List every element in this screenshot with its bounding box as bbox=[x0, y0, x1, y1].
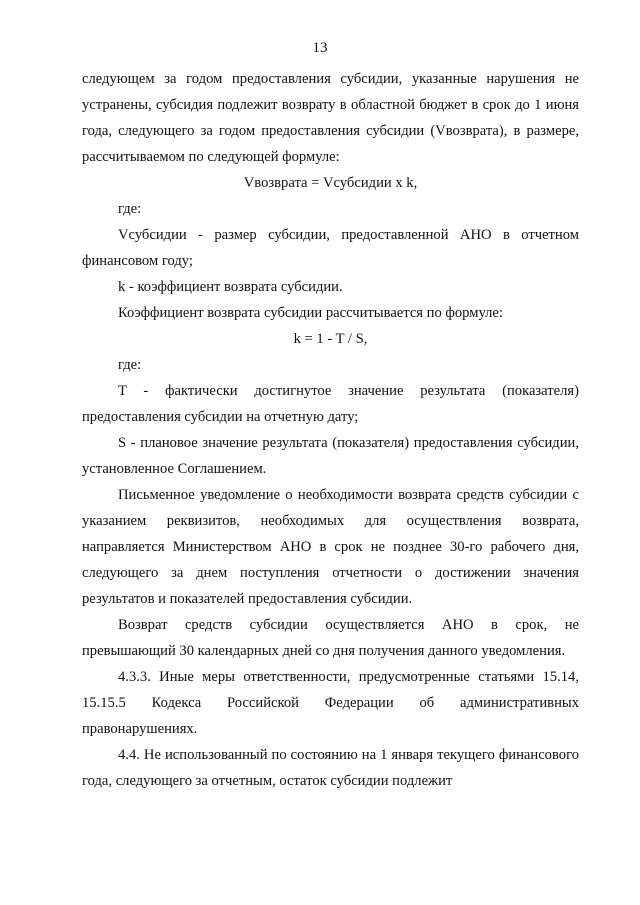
paragraph-t-definition: T - фактически достигнутое значение результата (показателя) предоставления субсидии на отчетную дату; bbox=[82, 383, 579, 425]
paragraph-s-definition: S - плановое значение результата (показателя) предоставления субсидии, установленное Соглашением. bbox=[82, 435, 579, 477]
paragraph-where-1: где: bbox=[118, 201, 142, 217]
paragraph-4-4: 4.4. Не использованный по состоянию на 1 января текущего финансового года, следующего за отчетным, остаток субсидии подлежит bbox=[82, 747, 579, 789]
paragraph-where-2: где: bbox=[118, 357, 142, 373]
paragraph-return-deadline: Возврат средств субсидии осуществляется АНО в срок, не превышающий 30 календарных дней со дня получения данного уведомления. bbox=[82, 617, 579, 659]
paragraph-return-condition: следующем за годом предоставления субсидии, указанные нарушения не устранены, субсидия подлежит возврату в областной бюджет в срок до 1 июня года, следующего за годом предоставления субсидии (Vвозврата), в размере, рассчитываемом по следующей формуле: bbox=[82, 71, 579, 165]
paragraph-k-definition: k - коэффициент возврата субсидии. bbox=[118, 279, 343, 295]
formula-return-amount: Vвозврата = Vсубсидии x k, bbox=[243, 175, 418, 191]
paragraph-vsubsidy-definition: Vсубсидии - размер субсидии, предоставленной АНО в отчетном финансовом году; bbox=[82, 227, 579, 269]
paragraph-written-notice: Письменное уведомление о необходимости возврата средств субсидии с указанием реквизитов, необходимых для осуществления возврата, направляется Министерством АНО в срок не позднее 30-го рабочего дня, следующего за днем поступления отчетности о достижении значения результатов и показателей предоставления субсидии. bbox=[82, 487, 579, 607]
paragraph-4-3-3: 4.3.3. Иные меры ответственности, предусмотренные статьями 15.14, 15.15.5 Кодекса Российской Федерации об административных правонарушениях. bbox=[82, 669, 579, 737]
page-number: 13 bbox=[312, 40, 328, 56]
formula-return-coefficient: k = 1 - T / S, bbox=[293, 331, 368, 347]
document-body bbox=[82, 66, 579, 794]
paragraph-k-formula-intro: Коэффициент возврата субсидии рассчитывается по формуле: bbox=[118, 305, 503, 321]
